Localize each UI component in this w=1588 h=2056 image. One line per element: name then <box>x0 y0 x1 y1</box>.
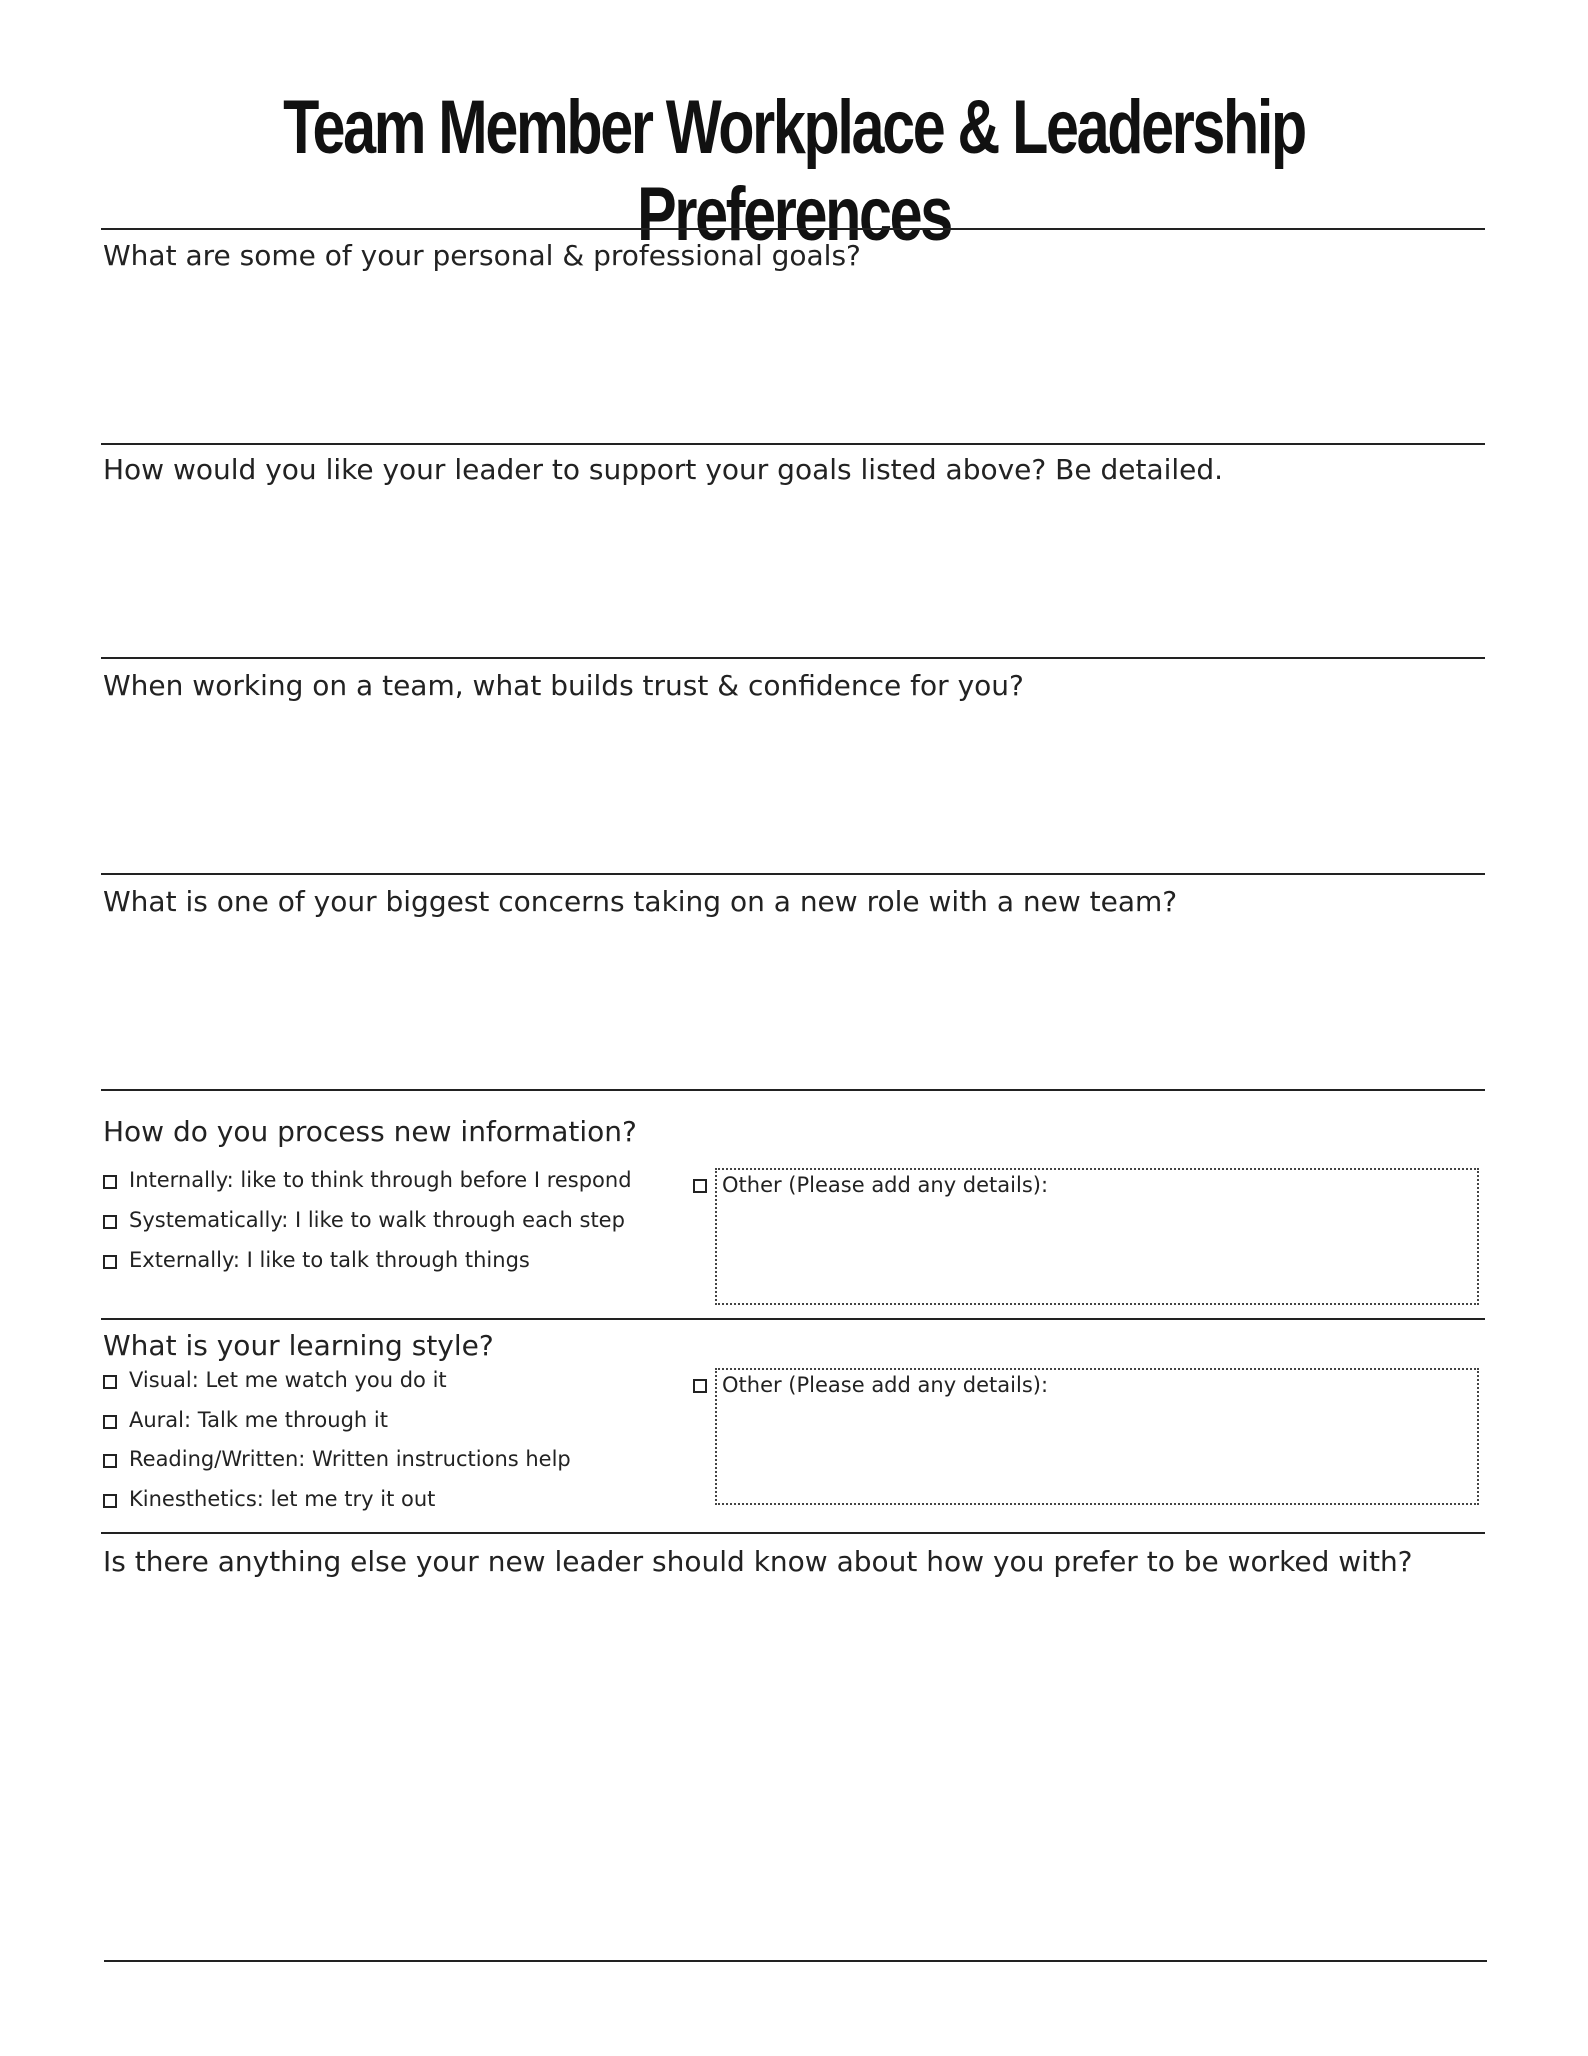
answer-area-goals[interactable] <box>103 282 1483 438</box>
divider <box>104 1960 1487 1962</box>
other-label: Other (Please add any details): <box>722 1373 1049 1397</box>
question-concerns: What is one of your biggest concerns taking on a new role with a new team? <box>103 885 1178 918</box>
checkbox-icon <box>103 1375 117 1389</box>
checkbox-icon <box>103 1255 117 1269</box>
question-processing: How do you process new information? <box>103 1115 637 1148</box>
checkbox-icon <box>693 1179 707 1193</box>
checkbox-learning-reading[interactable]: Reading/Written: Written instructions help <box>103 1446 571 1472</box>
checkbox-icon <box>693 1379 707 1393</box>
divider <box>101 657 1485 659</box>
divider <box>101 443 1485 445</box>
question-anything-else: Is there anything else your new leader should know about how you prefer to be worked with? <box>103 1545 1413 1578</box>
checkbox-icon <box>103 1175 117 1189</box>
checkbox-learning-aural[interactable]: Aural: Talk me through it <box>103 1407 388 1433</box>
checkbox-icon <box>103 1454 117 1468</box>
checkbox-learning-visual[interactable]: Visual: Let me watch you do it <box>103 1367 447 1393</box>
divider <box>101 873 1485 875</box>
answer-area-leader-support[interactable] <box>103 496 1483 652</box>
question-goals: What are some of your personal & professional goals? <box>103 239 861 272</box>
divider <box>101 1532 1485 1534</box>
divider <box>101 1318 1485 1320</box>
checkbox-processing-external[interactable]: Externally: I like to talk through things <box>103 1247 530 1273</box>
answer-area-anything-else[interactable] <box>103 1590 1483 1950</box>
divider <box>101 1089 1485 1091</box>
checkbox-icon <box>103 1494 117 1508</box>
checkbox-learning-kinesthetic[interactable]: Kinesthetics: let me try it out <box>103 1486 435 1512</box>
other-details-field-learning[interactable] <box>715 1368 1479 1505</box>
other-label: Other (Please add any details): <box>722 1173 1049 1197</box>
question-learning-style: What is your learning style? <box>103 1329 494 1362</box>
checkbox-processing-systematic[interactable]: Systematically: I like to walk through each step <box>103 1207 625 1233</box>
checkbox-icon <box>103 1415 117 1429</box>
answer-area-concerns[interactable] <box>103 928 1483 1084</box>
checkbox-processing-internal[interactable]: Internally: like to think through before I respond <box>103 1167 632 1193</box>
page-title: Team Member Workplace & Leadership Preferences <box>283 85 1305 257</box>
divider <box>101 228 1485 230</box>
question-trust: When working on a team, what builds trust & confidence for you? <box>103 669 1024 702</box>
question-leader-support: How would you like your leader to support your goals listed above? Be detailed. <box>103 453 1224 486</box>
checkbox-icon <box>103 1215 117 1229</box>
answer-area-trust[interactable] <box>103 712 1483 868</box>
other-details-field-processing[interactable] <box>715 1168 1479 1305</box>
